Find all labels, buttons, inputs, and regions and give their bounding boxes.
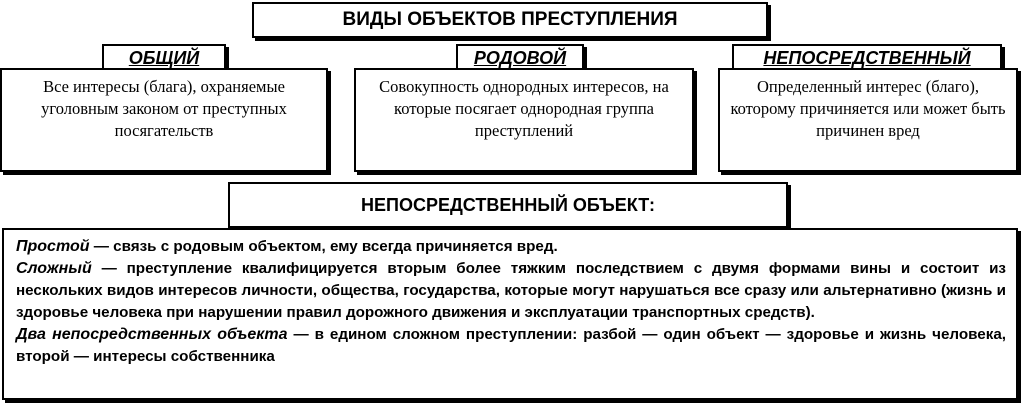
detail-text-two-objects: — в едином сложном преступлении: разбой — один объект — здоровье и жизнь человека, второй — интересы собственника xyxy=(16,326,1006,365)
detail-term-two-objects: Два непосредственных объекта xyxy=(16,326,288,343)
category-direct-label: НЕПОСРЕДСТВЕННЫЙ xyxy=(732,44,1002,72)
detail-term-simple: Простой xyxy=(16,238,90,255)
detail-term-complex: Сложный xyxy=(16,260,92,277)
diagram-title: ВИДЫ ОБЪЕКТОВ ПРЕСТУПЛЕНИЯ xyxy=(252,2,768,38)
category-general-label: ОБЩИЙ xyxy=(102,44,226,72)
detail-item-two-objects xyxy=(16,324,1006,368)
direct-object-title: НЕПОСРЕДСТВЕННЫЙ ОБЪЕКТ: xyxy=(228,182,788,228)
detail-text-simple: — связь с родовым объектом, ему всегда причиняется вред. xyxy=(89,238,558,255)
detail-item-simple xyxy=(16,236,1006,258)
direct-object-details xyxy=(2,228,1018,400)
category-generic-description: Совокупность однородных интересов, на которые посягает однородная группа преступлений xyxy=(354,68,694,172)
category-general-description: Все интересы (блага), охраняемые уголовным законом от преступных посягательств xyxy=(0,68,328,172)
category-direct-description: Определенный интерес (благо), которому причиняется или может быть причинен вред xyxy=(718,68,1018,172)
detail-item-complex xyxy=(16,258,1006,324)
detail-text-complex: — преступление квалифицируется вторым более тяжким последствием с двумя формами вины и состоит из нескольких видов интересов личности, общества, государства, которые могут нарушаться все сразу или альтернативно (жизнь и здоровье человека при нарушении правил дорожного движения и эксплуатации транспортных средств). xyxy=(16,260,1006,321)
category-generic-label: РОДОВОЙ xyxy=(456,44,584,72)
